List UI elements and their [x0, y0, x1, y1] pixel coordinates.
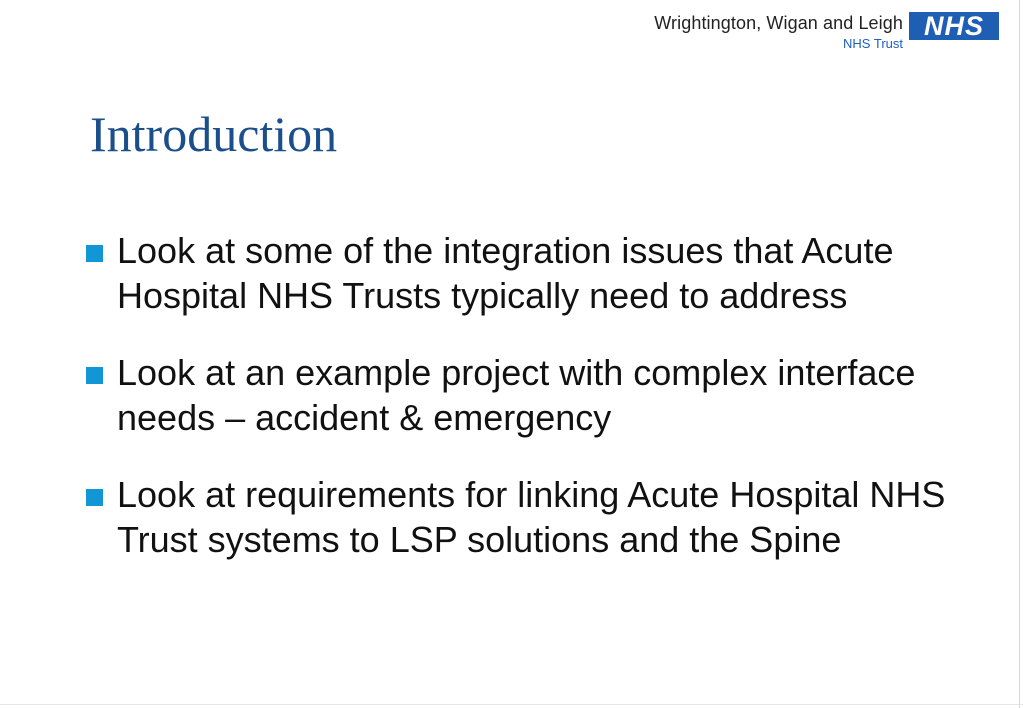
bullet-item — [86, 350, 966, 440]
bullet-list — [86, 228, 966, 594]
square-bullet-icon — [86, 367, 103, 384]
square-bullet-icon — [86, 489, 103, 506]
nhs-logo-text: NHS — [923, 11, 984, 41]
bullet-text: Look at some of the integration issues that Acute Hospital NHS Trusts typically need to address — [117, 230, 894, 316]
nhs-logo — [909, 12, 999, 40]
bullet-text: Look at an example project with complex interface needs – accident & emergency — [117, 352, 916, 438]
slide-title: Introduction — [90, 106, 338, 162]
organisation-subtitle: NHS Trust — [843, 36, 903, 51]
organisation-text — [654, 8, 903, 51]
bullet-text: Look at requirements for linking Acute Hospital NHS Trust systems to LSP solutions and the Spine — [117, 474, 946, 560]
square-bullet-icon — [86, 245, 103, 262]
organisation-header — [654, 8, 999, 51]
bullet-item — [86, 228, 966, 318]
slide-bottom-border — [0, 704, 1023, 705]
bullet-item — [86, 472, 966, 562]
slide-right-border — [1019, 0, 1020, 708]
organisation-name: Wrightington, Wigan and Leigh — [654, 13, 903, 33]
